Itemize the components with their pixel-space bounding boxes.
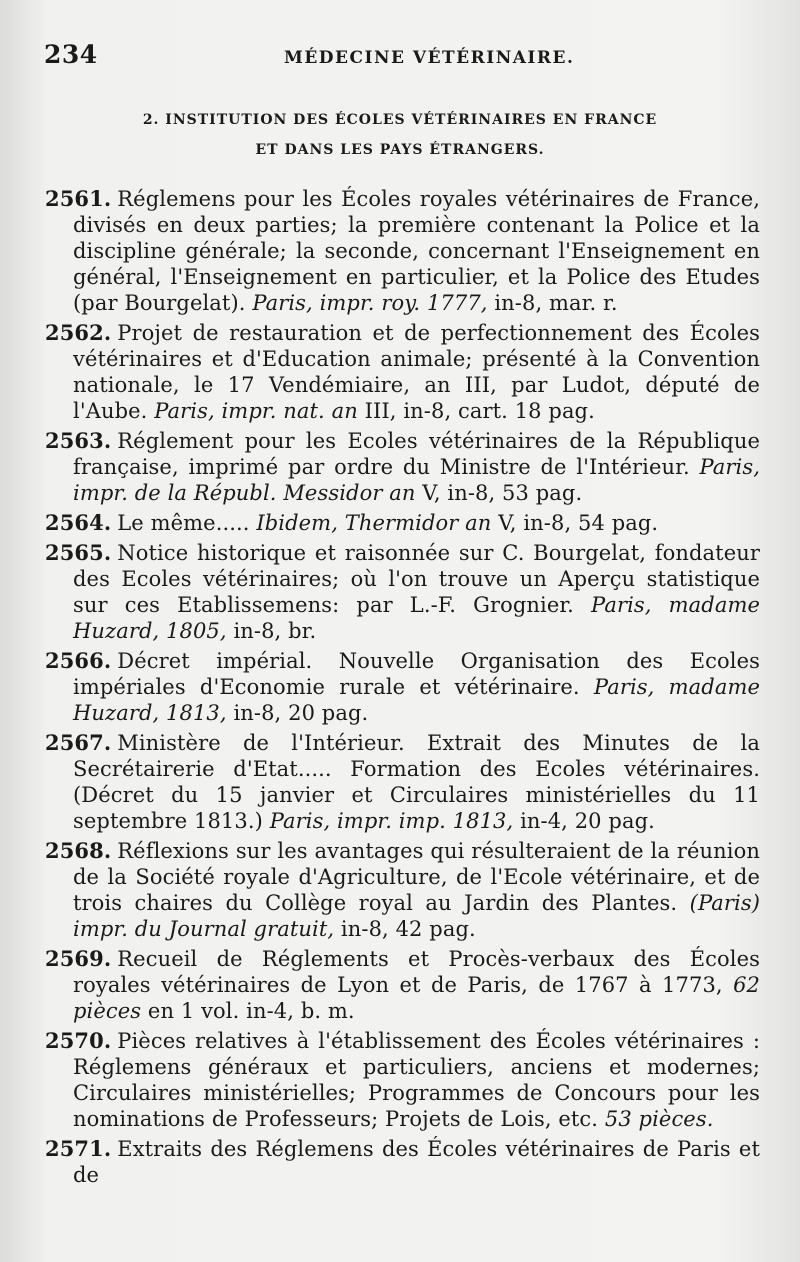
entry-imprint: Paris, impr. nat. an [154, 399, 358, 423]
entry-description: Réglemens pour les Écoles royales vétérinaires de France, divisés en deux parties; la première contenant la Police et la discipline générale; la seconde, concernant l'Enseignement en général, l'Enseignement en particulier, et la Police des Etudes (par Bourgelat). [73, 187, 760, 315]
bibliography-entries [45, 186, 760, 1192]
entry-imprint: Ibidem, Thermidor an [256, 511, 492, 535]
entry-format: in-8, 20 pag. [226, 701, 369, 725]
entry-number: 2568. [45, 838, 112, 863]
entry-description: Pièces relatives à l'établissement des Écoles vétérinaires : Réglemens généraux et particuliers, anciens et modernes; Circulaires ministérielles; Programmes de Concours pour les nominations de Professeurs; Projets de Lois, etc. [73, 1029, 760, 1131]
entry-format: III, in-8, cart. 18 pag. [357, 399, 595, 423]
bibliography-entry [45, 540, 760, 644]
entry-description: Projet de restauration et de perfectionnement des Écoles vétérinaires et d'Education animale; présenté à la Convention nationale, le 17 Vendémiaire, an III, par Ludot, député de l'Aube. [73, 321, 760, 423]
bibliography-entry [45, 946, 760, 1024]
bibliography-entry [45, 428, 760, 506]
entry-imprint: Paris, impr. roy. 1777, [252, 291, 488, 315]
entry-imprint: (Paris) impr. du Journal gratuit, [73, 891, 760, 941]
bibliography-entry [45, 186, 760, 316]
entry-description: Ministère de l'Intérieur. Extrait des Minutes de la Secrétairerie d'Etat..... Formation des Ecoles vétérinaires. (Décret du 15 janvier et Circulaires ministérielles du 11 septembre 1813.) [73, 731, 760, 833]
entry-imprint: Paris, impr. de la Républ. Messidor an [73, 455, 760, 505]
bibliography-entry [45, 838, 760, 942]
entry-description: Extraits des Réglemens des Écoles vétérinaires de Paris et de [73, 1137, 760, 1187]
entry-format: in-8, br. [226, 619, 317, 643]
entry-format: in-8, 42 pag. [334, 917, 476, 941]
entry-number: 2563. [45, 428, 112, 453]
entry-imprint: 53 pièces. [604, 1107, 714, 1131]
bibliography-entry [45, 320, 760, 424]
entry-number: 2565. [45, 540, 112, 565]
entry-number: 2567. [45, 730, 112, 755]
bibliography-entry [45, 1028, 760, 1132]
entry-number: 2562. [45, 320, 112, 345]
section-heading: 2. INSTITUTION DES ÉCOLES VÉTÉRINAIRES EN FRANCE [142, 112, 658, 128]
bibliography-entry [45, 1136, 760, 1188]
bibliography-entry [45, 730, 760, 834]
entry-description: Décret impérial. Nouvelle Organisation des Ecoles impériales d'Economie rurale et vétérinaire. [73, 649, 760, 699]
entry-imprint: 62 pièces [73, 973, 760, 1023]
entry-format: V, in-8, 54 pag. [491, 511, 659, 535]
entry-imprint: Paris, impr. imp. 1813, [269, 809, 514, 833]
section-heading-continuation: ET DANS LES PAYS ÉTRANGERS. [255, 142, 545, 158]
page-header [44, 40, 764, 80]
bibliography-entry [45, 510, 760, 536]
entry-number: 2564. [45, 510, 112, 535]
entry-imprint: Paris, madame Huzard, 1813, [73, 675, 760, 725]
entry-format: in-4, 20 pag. [513, 809, 655, 833]
running-title: MÉDECINE VÉTÉRINAIRE. [284, 48, 575, 68]
entry-format: en 1 vol. in-4, b. m. [141, 999, 355, 1023]
entry-description: Réglement pour les Ecoles vétérinaires de la République française, imprimé par ordre du Ministre de l'Intérieur. [73, 429, 760, 479]
entry-description: Recueil de Réglements et Procès-verbaux des Écoles royales vétérinaires de Lyon et de Paris, de 1767 à 1773, [73, 947, 760, 997]
entry-number: 2571. [45, 1136, 112, 1161]
entry-number: 2566. [45, 648, 112, 673]
entry-description: Le même..... [117, 511, 257, 535]
entry-number: 2569. [45, 946, 112, 971]
entry-description: Notice historique et raisonnée sur C. Bourgelat, fondateur des Ecoles vétérinaires; où l'on trouve un Aperçu statistique sur ces Etablissemens: par L.-F. Grognier. [73, 541, 760, 617]
entry-format: in-8, mar. r. [487, 291, 618, 315]
bibliography-entry [45, 648, 760, 726]
entry-imprint: Paris, madame Huzard, 1805, [73, 593, 760, 643]
entry-format: V, in-8, 53 pag. [415, 481, 583, 505]
entry-number: 2561. [45, 186, 112, 211]
entry-description: Réflexions sur les avantages qui résulteraient de la réunion de la Société royale d'Agriculture, de l'Ecole vétérinaire, et de trois chaires du Collège royal au Jardin des Plantes. [73, 839, 760, 915]
entry-number: 2570. [45, 1028, 112, 1053]
page-number: 234 [44, 40, 98, 69]
